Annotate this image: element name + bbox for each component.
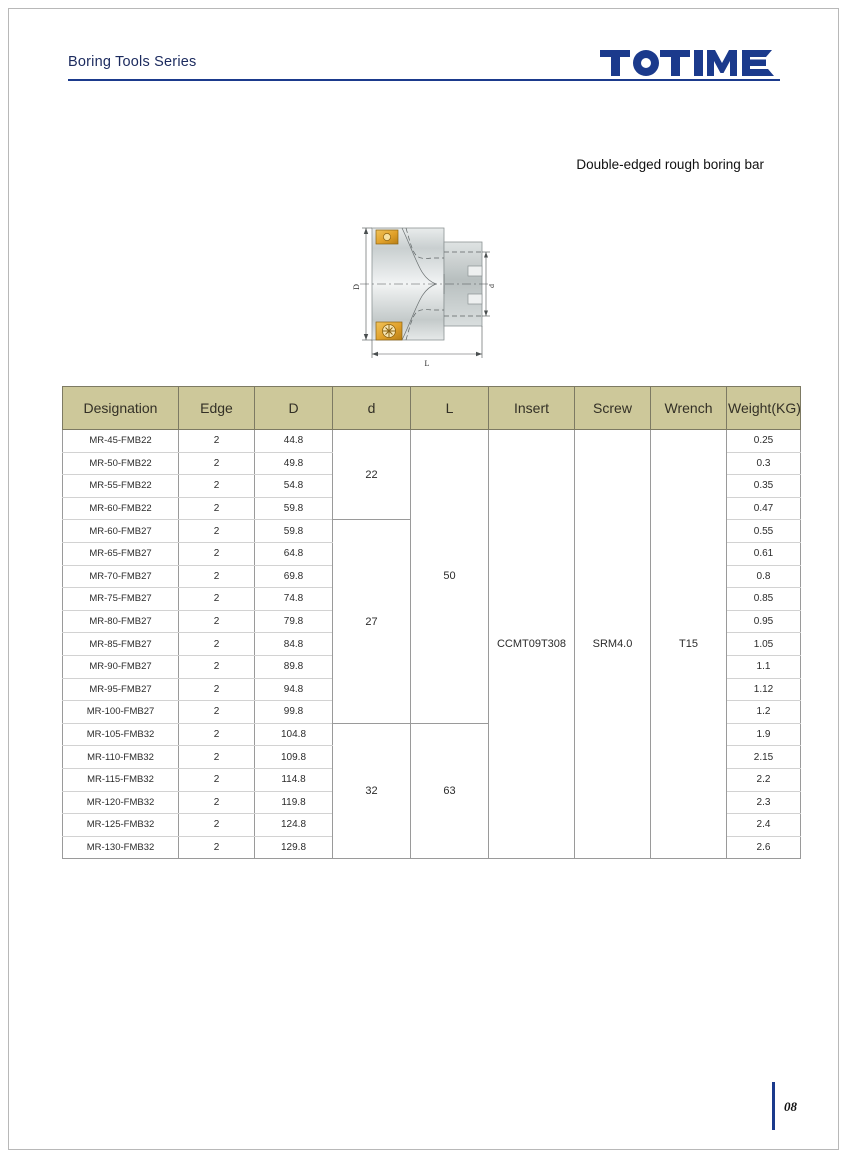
- cell-d-outer: 104.8: [255, 723, 333, 746]
- cell-edge: 2: [179, 588, 255, 611]
- insert-bottom-icon: [376, 322, 402, 340]
- cell-weight: 2.4: [727, 814, 801, 837]
- page-number: 08: [784, 1099, 797, 1114]
- cell-weight: 0.25: [727, 430, 801, 453]
- cell-weight: 1.9: [727, 723, 801, 746]
- cell-designation: MR-90-FMB27: [63, 655, 179, 678]
- cell-edge: 2: [179, 814, 255, 837]
- cell-designation: MR-120-FMB32: [63, 791, 179, 814]
- cell-d-outer: 114.8: [255, 768, 333, 791]
- cell-weight: 0.61: [727, 542, 801, 565]
- insert-top-icon: [376, 230, 398, 244]
- cell-edge: 2: [179, 565, 255, 588]
- product-figure: [340, 212, 520, 372]
- cell-weight: 0.47: [727, 497, 801, 520]
- svg-text:d: d: [487, 284, 496, 288]
- page-header: [68, 50, 780, 86]
- cell-edge: 2: [179, 430, 255, 453]
- cell-l-group: 63: [411, 723, 489, 859]
- cell-weight: 2.6: [727, 836, 801, 859]
- cell-weight: 0.3: [727, 452, 801, 475]
- cell-edge: 2: [179, 746, 255, 769]
- cell-designation: MR-50-FMB22: [63, 452, 179, 475]
- cell-designation: MR-65-FMB27: [63, 542, 179, 565]
- cell-edge: 2: [179, 542, 255, 565]
- cell-d-outer: 89.8: [255, 655, 333, 678]
- cell-weight: 2.15: [727, 746, 801, 769]
- column-header-insert: Insert: [489, 387, 575, 430]
- cell-weight: 1.1: [727, 655, 801, 678]
- cell-designation: MR-95-FMB27: [63, 678, 179, 701]
- cell-d-outer: 119.8: [255, 791, 333, 814]
- cell-designation: MR-60-FMB27: [63, 520, 179, 543]
- cell-d-outer: 59.8: [255, 497, 333, 520]
- cell-designation: MR-60-FMB22: [63, 497, 179, 520]
- cell-weight: 1.12: [727, 678, 801, 701]
- column-header-weight: Weight(KG): [727, 387, 801, 430]
- footer-accent-bar: [772, 1082, 775, 1130]
- table-body: [63, 430, 801, 859]
- cell-weight: 0.95: [727, 610, 801, 633]
- brand-logo: [600, 46, 780, 85]
- cell-weight: 1.2: [727, 701, 801, 724]
- cell-d-outer: 124.8: [255, 814, 333, 837]
- cell-wrench-group: T15: [651, 430, 727, 859]
- column-header-d-inner: d: [333, 387, 411, 430]
- svg-text:D: D: [352, 284, 361, 290]
- cell-edge: 2: [179, 452, 255, 475]
- cell-designation: MR-125-FMB32: [63, 814, 179, 837]
- cell-weight: 0.35: [727, 475, 801, 498]
- cell-edge: 2: [179, 701, 255, 724]
- specification-table: [62, 386, 801, 859]
- section-caption: Double-edged rough boring bar: [576, 157, 764, 172]
- cell-screw-group: SRM4.0: [575, 430, 651, 859]
- cell-l-group: 50: [411, 430, 489, 724]
- cell-edge: 2: [179, 723, 255, 746]
- cell-weight: 0.8: [727, 565, 801, 588]
- cell-d-inner-group: 22: [333, 430, 411, 520]
- cell-d-inner-group: 27: [333, 520, 411, 723]
- column-header-designation: Designation: [63, 387, 179, 430]
- cell-d-outer: 44.8: [255, 430, 333, 453]
- cell-designation: MR-45-FMB22: [63, 430, 179, 453]
- cell-edge: 2: [179, 497, 255, 520]
- cell-weight: 2.3: [727, 791, 801, 814]
- column-header-wrench: Wrench: [651, 387, 727, 430]
- cell-designation: MR-110-FMB32: [63, 746, 179, 769]
- cell-d-outer: 64.8: [255, 542, 333, 565]
- cell-d-outer: 99.8: [255, 701, 333, 724]
- cell-d-outer: 129.8: [255, 836, 333, 859]
- cell-edge: 2: [179, 610, 255, 633]
- cell-weight: 0.85: [727, 588, 801, 611]
- cell-designation: MR-115-FMB32: [63, 768, 179, 791]
- boring-bar-drawing-icon: [340, 212, 520, 372]
- column-header-screw: Screw: [575, 387, 651, 430]
- column-header-l: L: [411, 387, 489, 430]
- svg-text:L: L: [424, 359, 430, 368]
- cell-edge: 2: [179, 633, 255, 656]
- cell-d-outer: 94.8: [255, 678, 333, 701]
- cell-edge: 2: [179, 768, 255, 791]
- column-header-edge: Edge: [179, 387, 255, 430]
- column-header-d-outer: D: [255, 387, 333, 430]
- cell-designation: MR-75-FMB27: [63, 588, 179, 611]
- cell-d-outer: 84.8: [255, 633, 333, 656]
- cell-designation: MR-80-FMB27: [63, 610, 179, 633]
- header-title: Boring Tools Series: [68, 54, 197, 70]
- cell-designation: MR-130-FMB32: [63, 836, 179, 859]
- cell-d-outer: 54.8: [255, 475, 333, 498]
- cell-edge: 2: [179, 678, 255, 701]
- cell-d-outer: 74.8: [255, 588, 333, 611]
- cell-designation: MR-105-FMB32: [63, 723, 179, 746]
- totime-logo-icon: [600, 46, 780, 80]
- cell-edge: 2: [179, 836, 255, 859]
- cell-designation: MR-70-FMB27: [63, 565, 179, 588]
- cell-d-outer: 49.8: [255, 452, 333, 475]
- cell-d-inner-group: 32: [333, 723, 411, 859]
- cell-insert-group: CCMT09T308: [489, 430, 575, 859]
- cell-weight: 2.2: [727, 768, 801, 791]
- cell-designation: MR-55-FMB22: [63, 475, 179, 498]
- cell-d-outer: 109.8: [255, 746, 333, 769]
- cell-edge: 2: [179, 520, 255, 543]
- table-row: [63, 430, 801, 453]
- cell-designation: MR-85-FMB27: [63, 633, 179, 656]
- cell-edge: 2: [179, 791, 255, 814]
- cell-weight: 0.55: [727, 520, 801, 543]
- cell-d-outer: 79.8: [255, 610, 333, 633]
- table-header-row: [63, 387, 801, 430]
- cell-edge: 2: [179, 655, 255, 678]
- cell-edge: 2: [179, 475, 255, 498]
- cell-designation: MR-100-FMB27: [63, 701, 179, 724]
- cell-d-outer: 69.8: [255, 565, 333, 588]
- cell-weight: 1.05: [727, 633, 801, 656]
- cell-d-outer: 59.8: [255, 520, 333, 543]
